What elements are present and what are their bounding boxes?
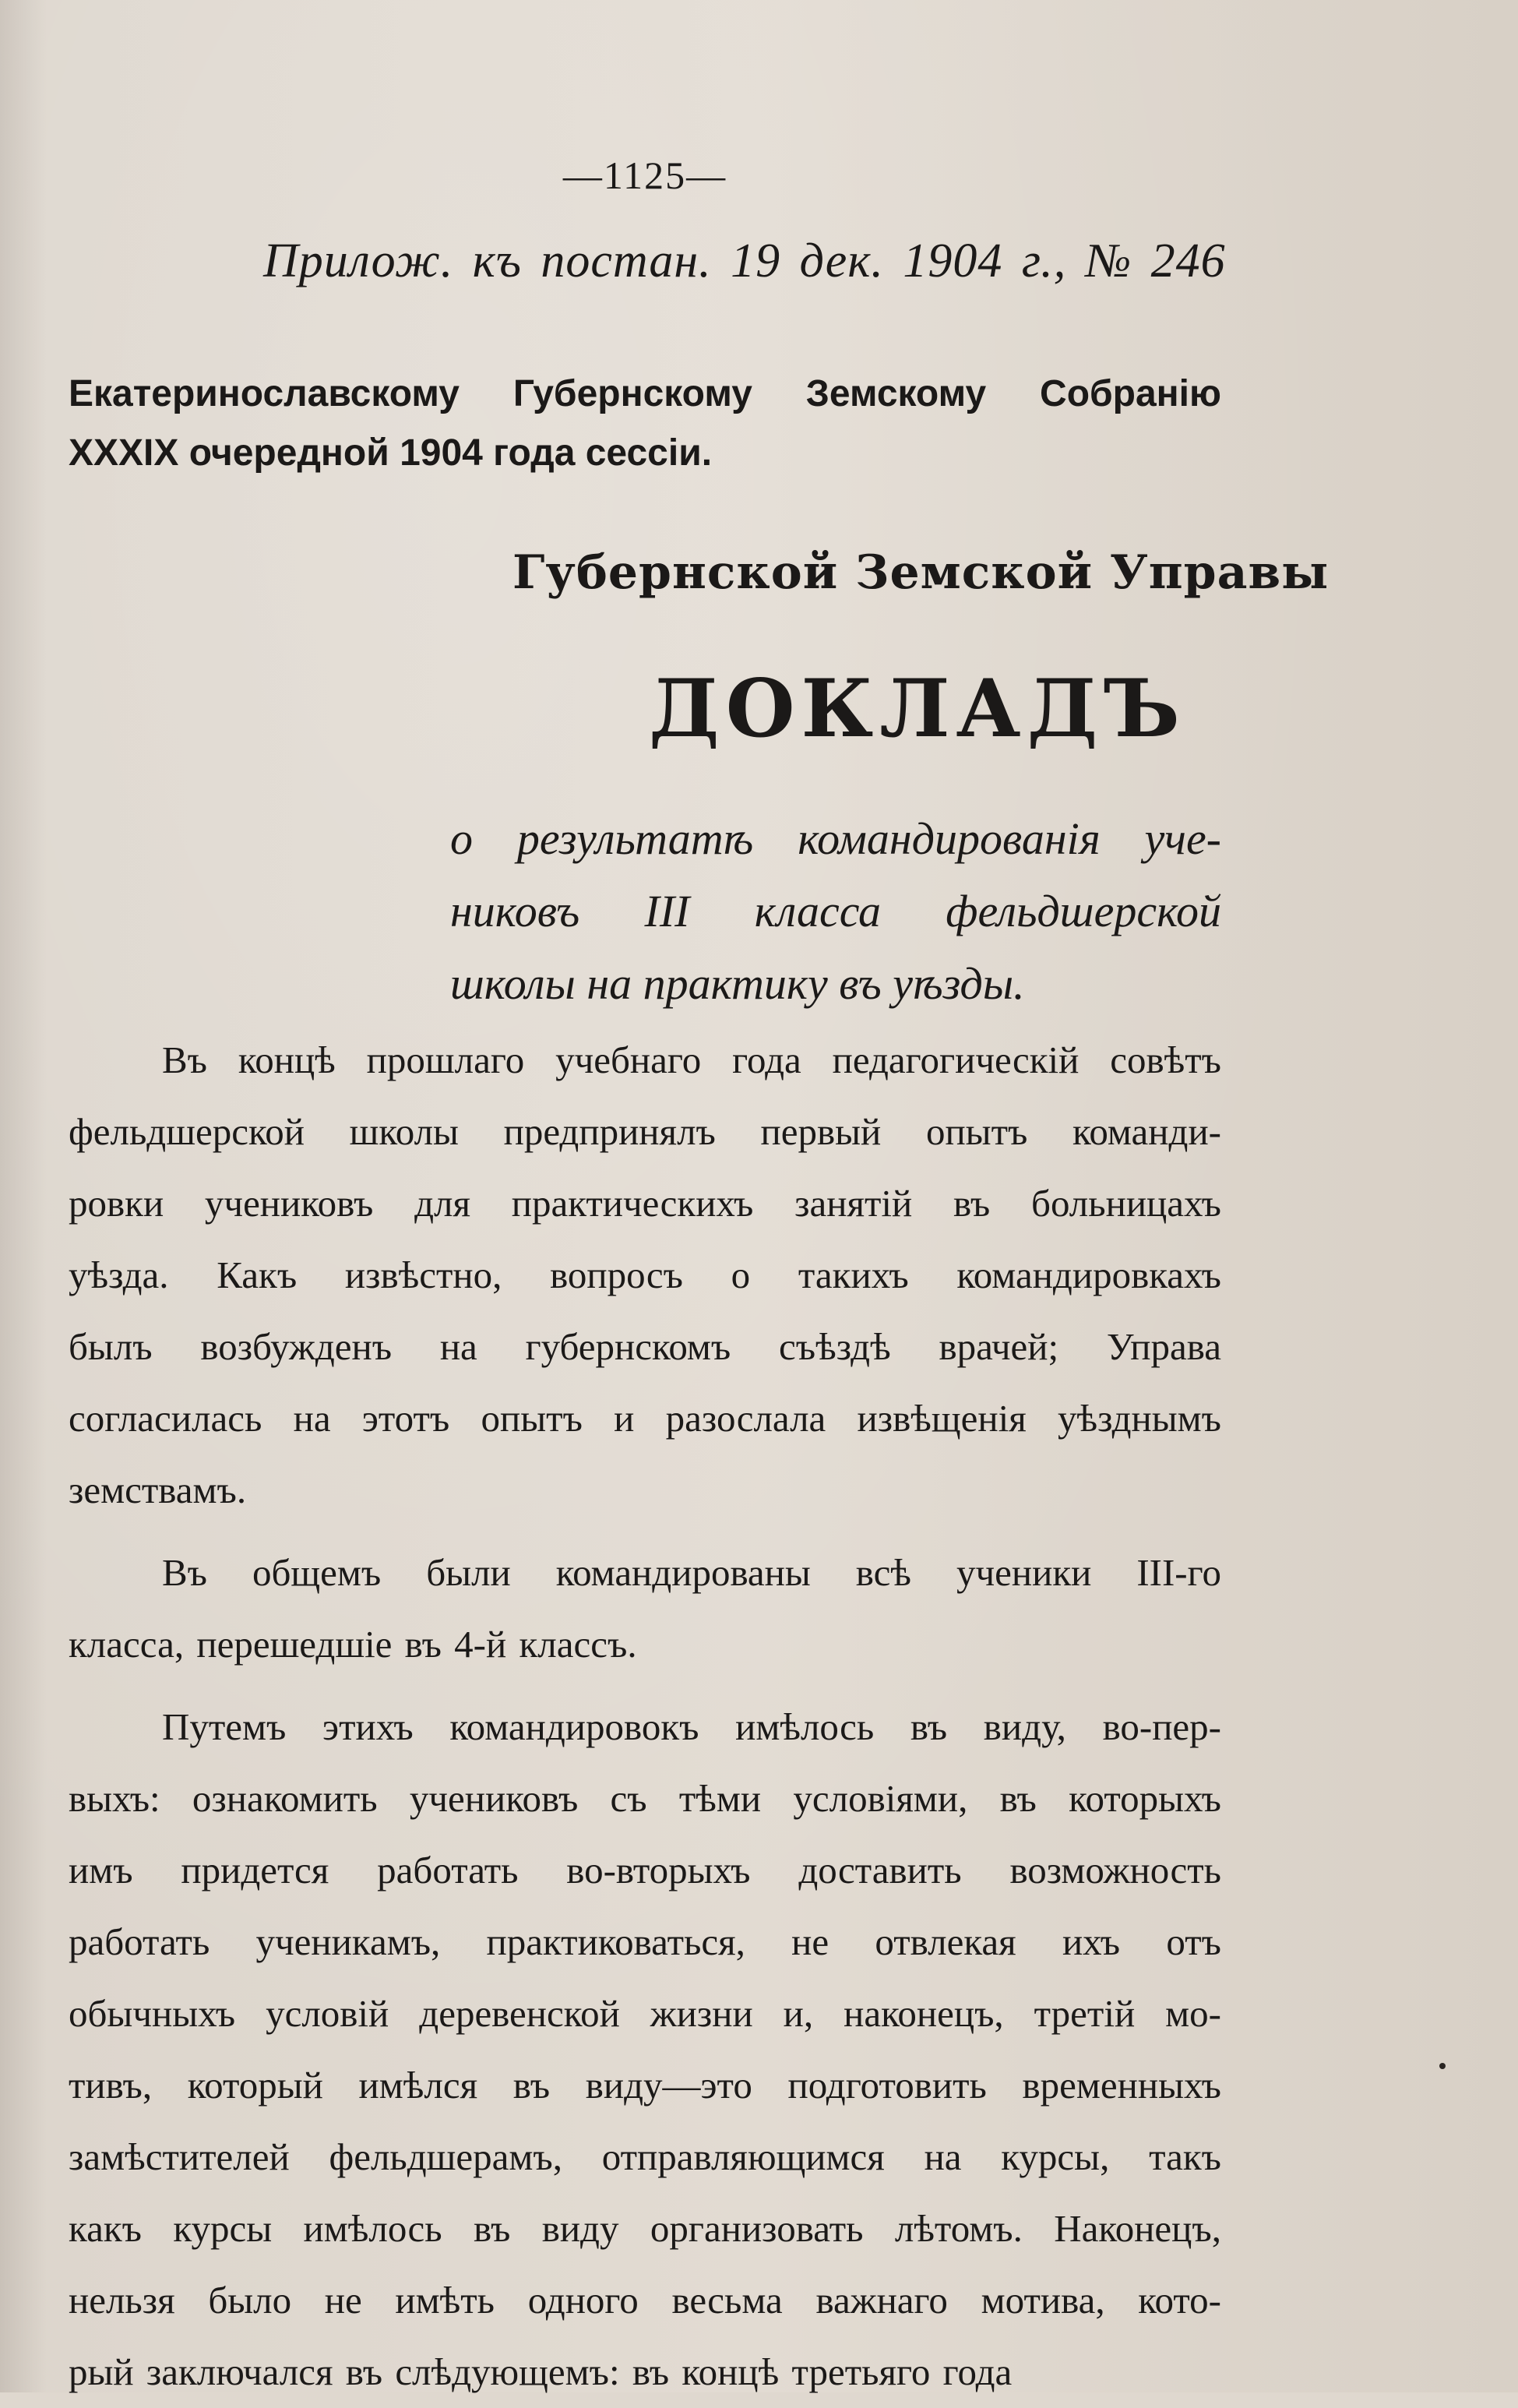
subject-line: никовъ III класса фельдшерской (450, 886, 1221, 936)
page-number: —1125— (562, 153, 727, 197)
text-line: класса, перешедшіе въ 4-й классъ. (69, 1623, 637, 1666)
body-text (69, 1024, 1221, 2408)
subject-line: школы на практику въ уѣзды. (450, 958, 1025, 1009)
text-line: Въ общемъ были командированы всѣ ученики III-го (162, 1551, 1221, 1594)
text-line: работать ученикамъ, практиковаться, не отвлекая ихъ отъ (69, 1920, 1221, 1963)
text-line: Въ концѣ прошлаго учебнаго года педагогическій совѣтъ (162, 1038, 1221, 1081)
text-line: нельзя было не имѣть одного весьма важнаго мотива, кото- (69, 2279, 1221, 2322)
text-line: Путемъ этихъ командировокъ имѣлось въ виду, во-пер- (162, 1705, 1221, 1748)
text-line: выхъ: ознакомить учениковъ съ тѣми условіями, въ которыхъ (69, 1777, 1221, 1820)
text-line: имъ придется работать во-вторыхъ доставить возможность (69, 1849, 1221, 1891)
paragraph (69, 1691, 1221, 2408)
text-line: замѣстителей фельдшерамъ, отправляющимся на курсы, такъ (69, 2135, 1221, 2178)
text-line: земствамъ. (69, 1468, 247, 1511)
addressee-line: XXXIX очередной 1904 года сессіи. (69, 432, 713, 474)
text-line: былъ возбужденъ на губернскомъ съѣздѣ врачей; Управа (69, 1325, 1221, 1368)
paragraph (69, 1537, 1221, 1680)
text-line: обычныхъ условій деревенской жизни и, наконецъ, третій мо- (69, 1992, 1221, 2035)
addressee-line: Екатеринославскому Губернскому Земскому Собранію (69, 373, 1221, 414)
text-line: фельдшерской школы предпринялъ первый опытъ команди- (69, 1110, 1221, 1153)
addressee (69, 365, 1221, 483)
text-line: рый заключался въ слѣдующемъ: въ концѣ третьяго года (69, 2350, 1013, 2393)
ink-speck (1439, 2063, 1446, 2069)
appendix-reference: Прилож. къ постан. 19 дек. 1904 г., № 246 (263, 234, 1226, 287)
report-title: ДОКЛАДЪ (649, 662, 1186, 756)
report-subject (450, 802, 1221, 1020)
text-line: какъ курсы имѣлось въ виду организовать лѣтомъ. Наконецъ, (69, 2207, 1221, 2250)
subject-line: о результатѣ командированія уче- (450, 813, 1221, 864)
council-heading: Губернской Земской Управы (512, 545, 1330, 600)
text-line: согласилась на этотъ опытъ и разослала извѣщенія уѣзднымъ (69, 1397, 1221, 1440)
text-line: уѣзда. Какъ извѣстно, вопросъ о такихъ командировкахъ (69, 1253, 1221, 1296)
text-line: ровки учениковъ для практическихъ занятій въ больницахъ (69, 1182, 1221, 1225)
text-line: тивъ, который имѣлся въ виду—это подготовить временныхъ (69, 2064, 1221, 2107)
paragraph (69, 1024, 1221, 1526)
